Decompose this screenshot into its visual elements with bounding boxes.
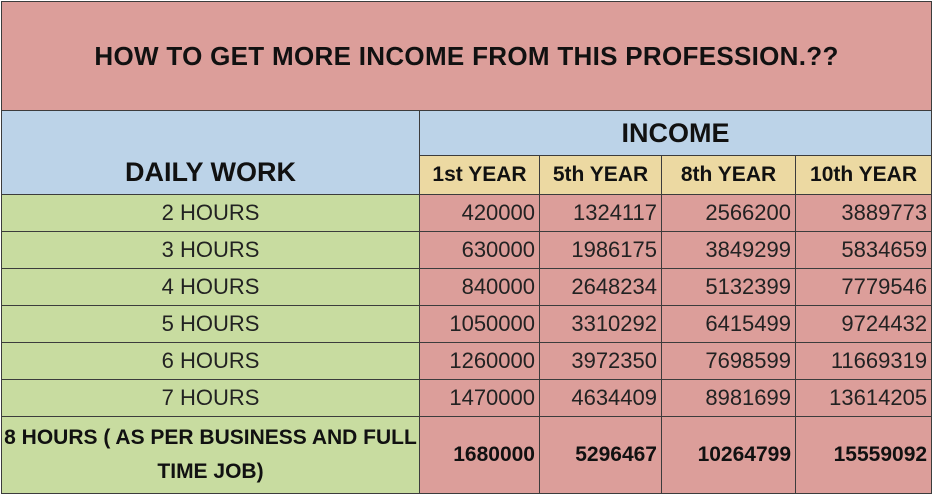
income-cell: 1050000 [420,306,540,343]
income-cell: 1470000 [420,380,540,417]
income-cell: 7779546 [796,269,932,306]
hours-cell: 2 HOURS [2,195,420,232]
income-cell: 9724432 [796,306,932,343]
income-cell: 10264799 [662,417,796,494]
hours-cell: 4 HOURS [2,269,420,306]
income-cell: 630000 [420,232,540,269]
table-row-full-time [2,417,932,494]
hours-cell: 8 HOURS ( AS PER BUSINESS AND FULL TIME JOB) [2,417,420,494]
income-cell: 6415499 [662,306,796,343]
income-cell: 840000 [420,269,540,306]
income-cell: 5834659 [796,232,932,269]
table-row [2,195,932,232]
income-cell: 13614205 [796,380,932,417]
hours-cell: 7 HOURS [2,380,420,417]
income-cell: 11669319 [796,343,932,380]
income-cell: 1680000 [420,417,540,494]
income-cell: 15559092 [796,417,932,494]
table-row [2,269,932,306]
table-row [2,380,932,417]
year-header-5th: 5th YEAR [540,156,662,195]
title-row [2,2,932,111]
table-row [2,232,932,269]
income-cell: 420000 [420,195,540,232]
header-row-income [2,111,932,156]
income-cell: 3310292 [540,306,662,343]
income-cell: 3889773 [796,195,932,232]
income-cell: 2566200 [662,195,796,232]
table-row [2,343,932,380]
year-header-10th: 10th YEAR [796,156,932,195]
hours-cell: 5 HOURS [2,306,420,343]
income-cell: 2648234 [540,269,662,306]
income-cell: 1986175 [540,232,662,269]
income-cell: 1260000 [420,343,540,380]
income-cell: 5132399 [662,269,796,306]
income-cell: 3849299 [662,232,796,269]
table-row [2,306,932,343]
income-table [1,1,932,494]
year-header-8th: 8th YEAR [662,156,796,195]
income-header: INCOME [420,111,932,156]
income-cell: 7698599 [662,343,796,380]
hours-cell: 6 HOURS [2,343,420,380]
income-cell: 1324117 [540,195,662,232]
income-cell: 4634409 [540,380,662,417]
income-cell: 3972350 [540,343,662,380]
hours-cell: 3 HOURS [2,232,420,269]
sheet-title: HOW TO GET MORE INCOME FROM THIS PROFESSION.?? [2,2,932,111]
daily-work-header: DAILY WORK [2,111,420,195]
income-cell: 5296467 [540,417,662,494]
year-header-1st: 1st YEAR [420,156,540,195]
income-cell: 8981699 [662,380,796,417]
